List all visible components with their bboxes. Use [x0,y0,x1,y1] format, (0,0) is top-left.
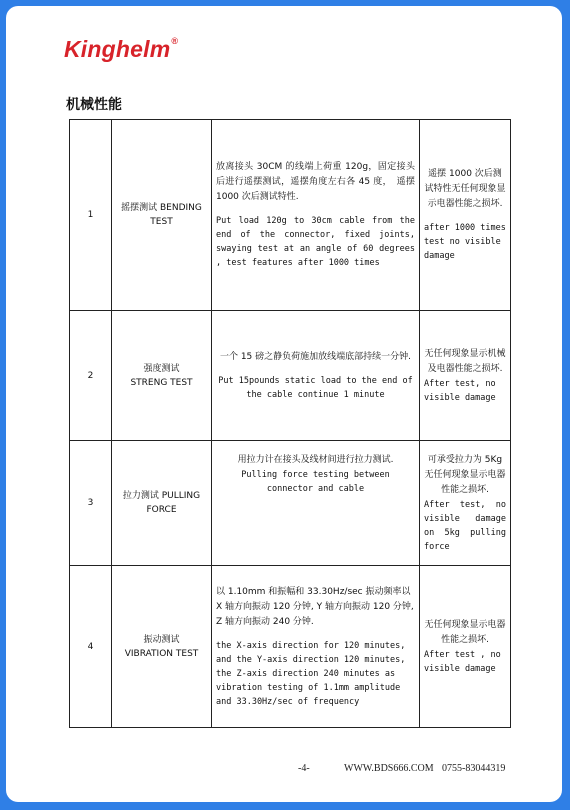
registered-mark: ® [171,36,179,46]
website-text: WWW.BDS666.COM [344,763,434,774]
result-cn: 无任何现象显示电器性能之损坏. [424,619,506,645]
test-method [212,566,420,728]
test-name-en: STRENG TEST [130,377,193,388]
test-result [420,311,511,441]
method-cn: 一个 15 磅之静负荷施加放线端底部持续一分钟. [219,351,412,362]
method-en: Pulling force testing between connector and cable [241,470,390,494]
table-row [70,441,511,566]
test-name-en: TEST [150,217,173,227]
test-name-cn: 拉力测试 PULLING [122,491,201,501]
test-name-cn: 摇摆测试 BENDING [121,203,202,213]
table-row [70,566,511,728]
test-name [112,566,212,728]
row-number: 1 [70,120,112,311]
method-en: Put load 120g to 30cm cable from the end of the connector, fixed joints, swaying test at an angle of 60 degrees , test features after 1000 times [216,216,415,268]
test-name-cn: 强度测试 [143,363,180,374]
result-cn: 无任何现象显示机械及电器性能之损坏. [424,348,506,374]
page-number: -4- [298,763,310,774]
test-result [420,120,511,311]
test-name [112,441,212,566]
page-frame [6,6,562,802]
section-title: 机械性能 [66,97,122,113]
result-cn: 可承受拉力为 5Kg 无任何现象显示电器性能之损坏. [424,455,506,495]
method-en: the X-axis direction for 120 minutes, and the Y-axis direction 120 minutes, the Z-axis direction 240 minutes as vibration testing of 1.1mm amplitude and 33.30Hz/sec of frequency [216,640,406,707]
test-result [420,441,511,566]
test-result [420,566,511,728]
result-en: After test , no visible damage [424,649,501,674]
test-name [112,311,212,441]
test-method [212,441,420,566]
result-en: after 1000 times test no visible damage [424,223,506,261]
method-cn: 用拉力计在接头及线材间进行拉力测试. [237,455,394,465]
table-row [70,311,511,441]
table-row [70,120,511,311]
result-en: After test, no visible damage [424,378,496,403]
result-cn: 遥摆 1000 次后测试特性无任何现象显示电器性能之损坏. [424,169,506,209]
result-en: After test, no visible damage on 5kg pulling force [424,500,506,552]
test-name-en: VIBRATION TEST [124,648,199,659]
brand-logo [64,36,178,63]
phone-text: 0755-83044319 [442,763,506,774]
row-number: 3 [70,441,112,566]
row-number: 2 [70,311,112,441]
test-name-cn: 振动测试 [143,634,180,645]
method-cn: 放离接头 30CM 的线端上荷重 120g，固定接头后进行遥摆测试，遥摆角度左右各 45 度， 遥摆 1000 次后测试特性. [216,162,415,202]
test-method [212,120,420,311]
test-name [112,120,212,311]
mechanical-test-table [69,119,511,728]
method-cn: 以 1.10mm 和振幅和 33.30Hz/sec 振动频率以 X 轴方向振动 120 分钟, Y 轴方向振动 120 分钟, Z 轴方向振动 240 分钟. [216,586,414,627]
test-method [212,311,420,441]
method-en: Put 15pounds static load to the end of the cable continue 1 minute [218,375,413,400]
test-name-en: FORCE [146,505,177,515]
row-number: 4 [70,566,112,728]
brand-name: Kinghelm [64,36,171,62]
